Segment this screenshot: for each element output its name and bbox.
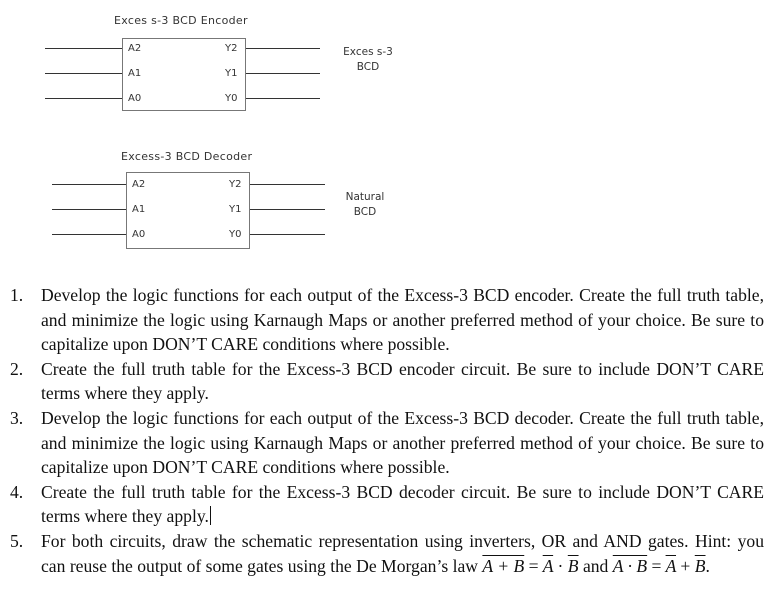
formula-overbar-sum: A + B	[482, 555, 525, 576]
formula-dot: ·	[557, 555, 564, 576]
question-number: 5.	[10, 530, 24, 551]
decoder-output-wire-y0	[250, 234, 325, 235]
encoder-pin-y2: Y2	[225, 43, 238, 54]
encoder-side-label-line1: Exces s-3	[343, 46, 393, 58]
final-period: .	[705, 555, 710, 576]
formula-bar-a: $\overline{A}$	[542, 555, 554, 576]
decoder-side-label-line2: BCD	[353, 206, 377, 218]
encoder-input-wire-a1	[45, 73, 122, 74]
decoder-pin-a0: A0	[132, 229, 146, 240]
encoder-side-label-line2: BCD	[356, 61, 380, 73]
formula-bar-a: $\overline{A}$	[665, 555, 677, 576]
formula-bar-b: $\overline{B}$	[567, 555, 579, 576]
question-list	[8, 283, 764, 578]
decoder-output-wire-y1	[250, 209, 325, 210]
question-text: Create the full truth table for the Excess-3 BCD encoder circuit. Be sure to include DON’T CARE terms where they apply.	[41, 358, 764, 404]
decoder-pin-a2: A2	[132, 179, 146, 190]
decoder-pin-y2: Y2	[229, 179, 242, 190]
question-number: 1.	[10, 285, 24, 305]
encoder-pin-y0: Y0	[225, 93, 238, 104]
decoder-pin-a1: A1	[132, 204, 146, 215]
question-item	[8, 283, 764, 357]
decoder-pin-y1: Y1	[229, 204, 242, 215]
encoder-side-label	[340, 45, 396, 75]
formula-overbar-product: A · B	[612, 555, 648, 576]
and-word: and	[582, 555, 609, 576]
question-text: Create the full truth table for the Excess-3 BCD decoder circuit. Be sure to include DON’T CARE terms where they apply.	[41, 481, 764, 527]
decoder-side-label-line1: Natural	[345, 191, 385, 203]
encoder-pin-a0: A0	[128, 93, 142, 104]
formula-equals: =	[651, 555, 662, 576]
question-number: 2.	[10, 358, 24, 379]
decoder-input-wire-a2	[52, 184, 126, 185]
question-text: Develop the logic functions for each output of the Excess-3 BCD decoder. Create the full truth table, and minimize the logic using Karnaugh Maps or another preferred method of your choice. Be sure to capitalize upon DON’T CARE conditions where possible.	[41, 407, 764, 478]
de-morgan-law-2	[613, 556, 706, 576]
decoder-side-label	[337, 190, 393, 220]
question-text: For both circuits, draw the schematic representation using inverters, OR and AND gates. Hint: you can reuse the output of some gates using the De Morgan’s law	[41, 530, 764, 576]
text-cursor	[210, 506, 211, 525]
question-item	[8, 529, 764, 578]
decoder-title: Excess-3 BCD Decoder	[121, 150, 253, 163]
decoder-output-wire-y2	[250, 184, 325, 185]
encoder-pin-a1: A1	[128, 68, 142, 79]
encoder-input-wire-a2	[45, 48, 122, 49]
encoder-pin-a2: A2	[128, 43, 142, 54]
formula-plus: +	[680, 555, 691, 576]
de-morgan-law-1	[482, 556, 578, 576]
formula-equals: =	[528, 555, 539, 576]
decoder-input-wire-a1	[52, 209, 126, 210]
encoder-input-wire-a0	[45, 98, 122, 99]
question-text: Develop the logic functions for each output of the Excess-3 BCD encoder. Create the full truth table, and minimize the logic using Karnaugh Maps or another preferred method of your choice. Be sure to capitalize upon DON’T CARE conditions where possible.	[41, 285, 764, 355]
question-number: 3.	[10, 407, 24, 428]
encoder-output-wire-y0	[246, 98, 320, 99]
decoder-input-wire-a0	[52, 234, 126, 235]
question-item	[8, 357, 764, 406]
encoder-pin-y1: Y1	[225, 68, 238, 79]
question-item	[8, 480, 764, 529]
question-item	[8, 406, 764, 480]
encoder-output-wire-y1	[246, 73, 320, 74]
encoder-output-wire-y2	[246, 48, 320, 49]
decoder-pin-y0: Y0	[229, 229, 242, 240]
question-number: 4.	[10, 481, 24, 502]
formula-bar-b: $\overline{B}$	[694, 555, 706, 576]
encoder-title: Exces s-3 BCD Encoder	[114, 14, 248, 27]
